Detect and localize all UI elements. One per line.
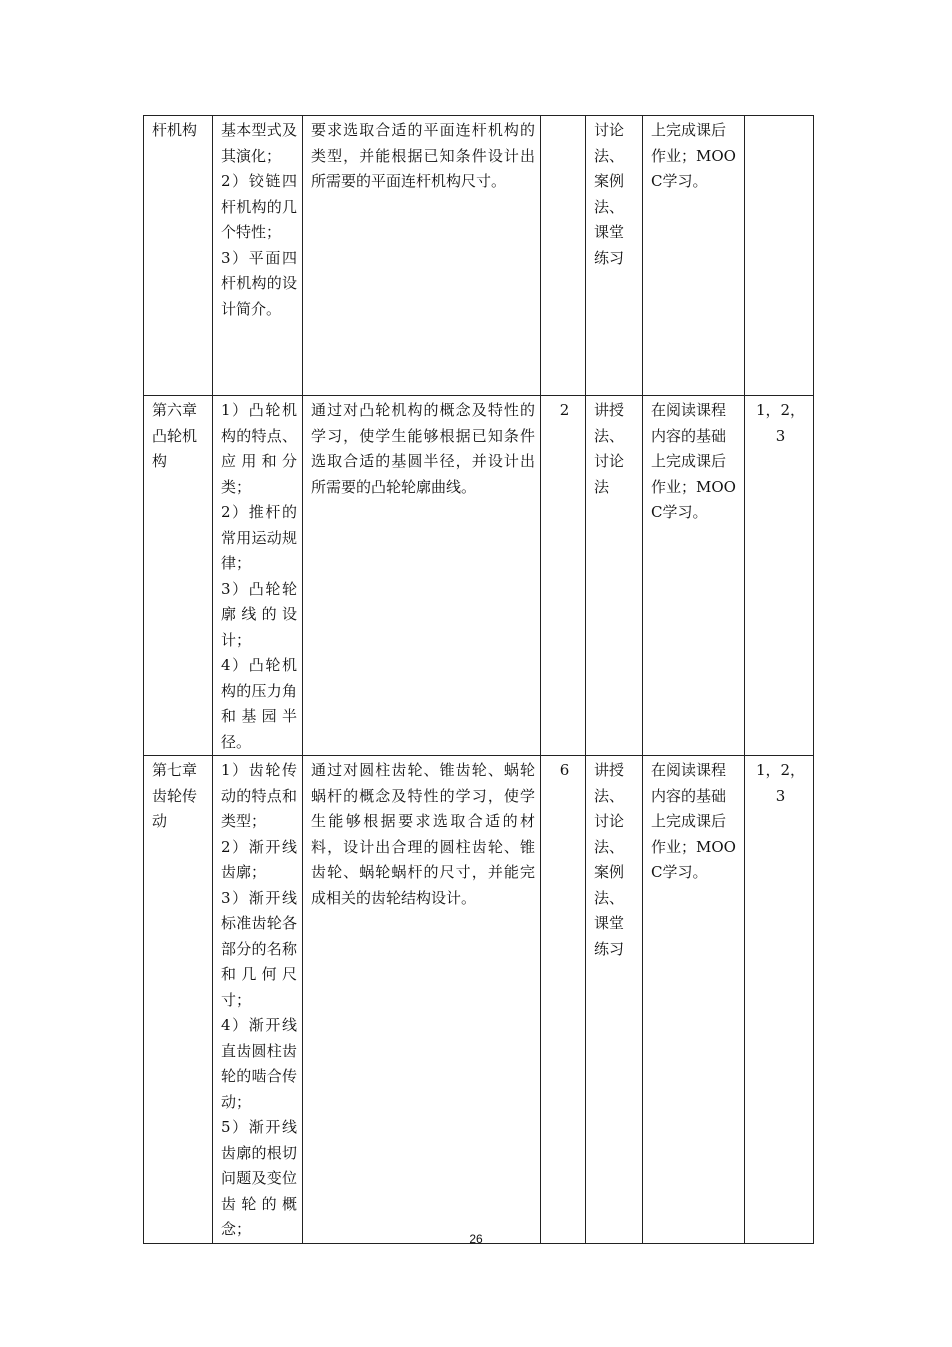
method-cell: 讲授法、讨论法、案例法、课堂练习 [586,756,643,1244]
chapter-cell: 第七章齿轮传动 [144,756,213,1244]
assignment-cell: 上完成课后作业；MOOC学习。 [643,116,745,396]
content-cell: 1）凸轮机构的特点、应用和分类； 2）推杆的常用运动规律； 3）凸轮轮廓线的设计； 4）凸轮机构的压力角和基园半径。 [213,396,303,756]
chapter-cell: 第六章凸轮机构 [144,396,213,756]
chapter-cell: 杆机构 [144,116,213,396]
method-cell: 讨论法、案例法、课堂练习 [586,116,643,396]
objective-cell: 要求选取合适的平面连杆机构的类型，并能根据已知条件设计出所需要的平面连杆机构尺寸。 [303,116,541,396]
content-cell: 基本型式及其演化； 2）铰链四杆机构的几个特性； 3）平面四杆机构的设计简介。 [213,116,303,396]
content-cell: 1）齿轮传动的特点和类型； 2）渐开线齿廓； 3）渐开线标准齿轮各部分的名称和几何尺寸； 4）渐开线直齿圆柱齿轮的啮合传动； 5）渐开线齿廓的根切问题及变位齿轮的概念； [213,756,303,1244]
hours-cell: 6 [541,756,586,1244]
table-row [144,396,814,756]
page-number: 26 [469,1232,483,1246]
objective-cell: 通过对凸轮机构的概念及特性的学习，使学生能够根据已知条件选取合适的基圆半径，并设计出所需要的凸轮轮廓曲线。 [303,396,541,756]
assignment-cell: 在阅读课程内容的基础上完成课后作业；MOOC学习。 [643,756,745,1244]
method-cell: 讲授法、讨论法 [586,396,643,756]
goals-cell: 1，2，3 [745,396,814,756]
hours-cell [541,116,586,396]
objective-cell: 通过对圆柱齿轮、锥齿轮、蜗轮蜗杆的概念及特性的学习，使学生能够根据要求选取合适的材料，设计出合理的圆柱齿轮、锥齿轮、蜗轮蜗杆的尺寸，并能完成相关的齿轮结构设计。 [303,756,541,1244]
hours-cell: 2 [541,396,586,756]
syllabus-table [143,115,814,1244]
goals-cell: 1，2，3 [745,756,814,1244]
table-row [144,116,814,396]
goals-cell [745,116,814,396]
table-row [144,756,814,1244]
assignment-cell: 在阅读课程内容的基础上完成课后作业；MOOC学习。 [643,396,745,756]
